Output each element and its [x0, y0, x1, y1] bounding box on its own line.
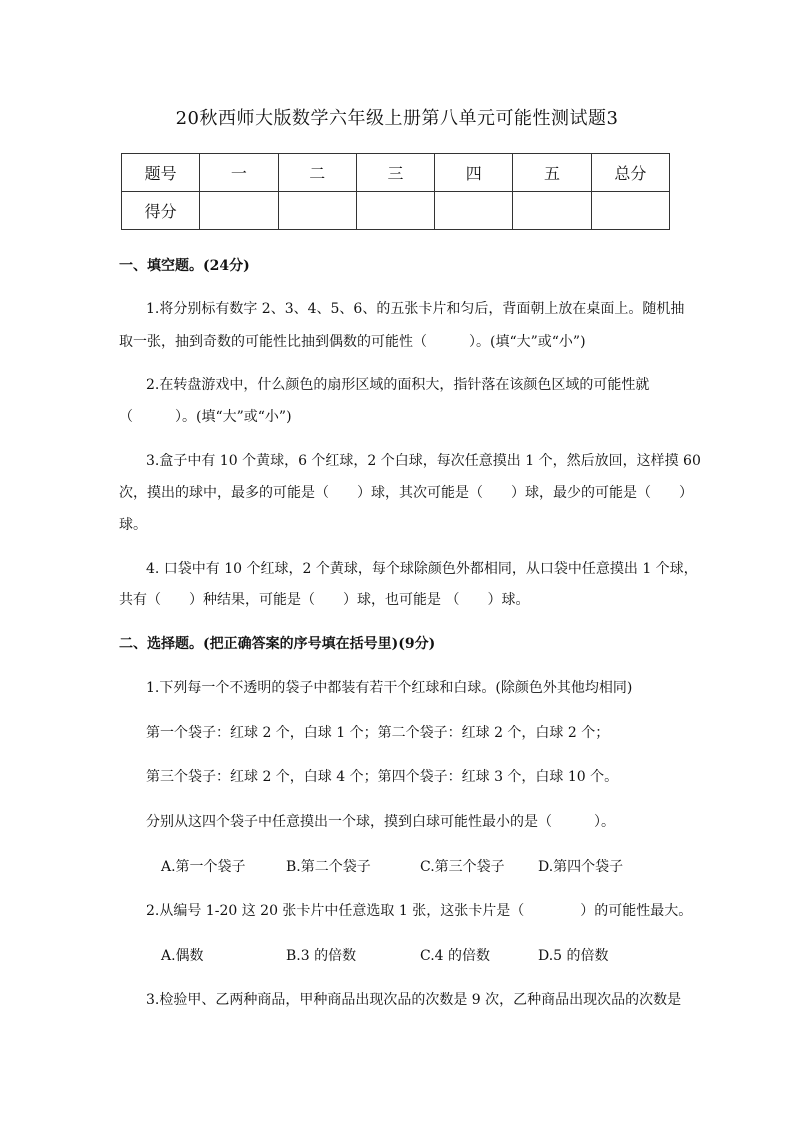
score-table [121, 153, 670, 230]
question-text: 1.下列每一个不透明的袋子中都装有若干个红球和白球。(除颜色外其他均相同) [146, 680, 633, 696]
question-text: 共有（ ）种结果，可能是（ ）球，也可能是 （ ）球。 [119, 592, 530, 608]
score-cell[interactable] [435, 192, 513, 230]
table-cell: 一 [200, 154, 278, 192]
table-cell: 题号 [122, 154, 200, 192]
table-cell: 总分 [591, 154, 669, 192]
score-cell[interactable] [513, 192, 591, 230]
option-d: D.第四个袋子 [538, 859, 624, 875]
score-table-header-row [122, 154, 670, 192]
score-cell[interactable] [356, 192, 434, 230]
page-title: 20秋西师大版数学六年级上册第八单元可能性测试题3 [175, 108, 619, 129]
question-text: 第一个袋子：红球 2 个，白球 1 个；第二个袋子：红球 2 个，白球 2 个； [146, 725, 610, 741]
question-text: 4. 口袋中有 10 个红球，2 个黄球，每个球除颜色外都相同，从口袋中任意摸出 1 个球， [146, 561, 698, 577]
question-text: 2.在转盘游戏中，什么颜色的扇形区域的面积大，指针落在该颜色区域的可能性就 [146, 377, 650, 393]
section-heading: 一、填空题。(24分) [119, 258, 250, 274]
score-cell[interactable] [278, 192, 356, 230]
score-cell[interactable] [591, 192, 669, 230]
option-a: A.第一个袋子 [161, 859, 246, 875]
question-text: 3.盒子中有 10 个黄球，6 个红球，2 个白球，每次任意摸出 1 个，然后放回，这样摸 60 [146, 453, 701, 469]
table-cell: 二 [278, 154, 356, 192]
option-c: C.第三个袋子 [420, 859, 505, 875]
question-text: 3.检验甲、乙两种商品，甲种商品出现次品的次数是 9 次，乙种商品出现次品的次数是 [146, 992, 682, 1008]
question-text: 分别从这四个袋子中任意摸出一个球，摸到白球可能性最小的是（ ）。 [146, 814, 615, 830]
option-b: B.第二个袋子 [286, 859, 371, 875]
question-text: 球。 [119, 517, 147, 533]
question-text: 次，摸出的球中，最多的可能是（ ）球，其次可能是（ ）球，最少的可能是（ ） [119, 485, 693, 501]
table-cell: 五 [513, 154, 591, 192]
table-cell: 四 [435, 154, 513, 192]
table-cell: 三 [356, 154, 434, 192]
question-text: （ ）。(填“大”或“小”) [119, 409, 292, 425]
option-c: C.4 的倍数 [420, 948, 491, 964]
question-text: 取一张，抽到奇数的可能性比抽到偶数的可能性（ ）。(填“大”或“小”) [119, 334, 586, 350]
question-text: 第三个袋子：红球 2 个，白球 4 个；第四个袋子：红球 3 个，白球 10 个。 [146, 769, 619, 785]
option-a: A.偶数 [161, 948, 204, 964]
question-text: 2.从编号 1-20 这 20 张卡片中任意选取 1 张，这张卡片是（ ）的可能性最大。 [146, 903, 693, 919]
score-table-score-row [122, 192, 670, 230]
option-d: D.5 的倍数 [538, 948, 609, 964]
option-b: B.3 的倍数 [286, 948, 357, 964]
question-text: 1.将分别标有数字 2、3、4、5、6、的五张卡片和匀后，背面朝上放在桌面上。随机抽 [146, 301, 685, 317]
section-heading: 二、选择题。(把正确答案的序号填在括号里)(9分) [119, 636, 436, 652]
score-cell[interactable] [200, 192, 278, 230]
table-cell: 得分 [122, 192, 200, 230]
